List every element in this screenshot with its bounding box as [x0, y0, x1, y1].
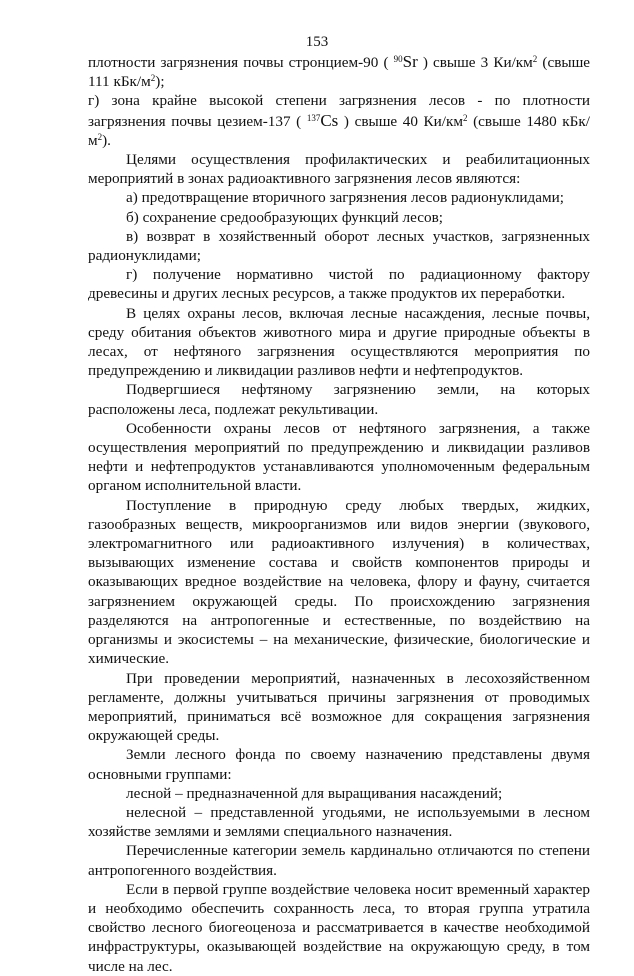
superscript: 137: [306, 112, 321, 123]
paragraph: Земли лесного фонда по своему назначению представлены двумя основными группами:: [88, 746, 590, 783]
paragraph: Если в первой группе воздействие человека носит временный характер и необходимо обеспечить сохранность леса, то вторая группа утратила свойство лесного биогеоценоза и рассматривается в качестве необходимой инфраструктуры, оказывающей воздействие на окружающую среду, в том числе на лес.: [88, 880, 590, 975]
paragraph: нелесной – представленной угодьями, не используемыми в лесном хозяйстве землями и землями специального назначения.: [88, 803, 590, 841]
isotope-symbol: Cs: [320, 110, 339, 130]
document-body: [88, 52, 590, 976]
superscript: 2: [463, 112, 468, 123]
paragraph: [88, 52, 590, 91]
paragraph: в) возврат в хозяйственный оборот лесных участков, загрязненных радионуклидами;: [88, 227, 590, 265]
paragraph: Целями осуществления профилактических и реабилитационных мероприятий в зонах радиоактивного загрязнения лесов являются:: [88, 151, 590, 188]
paragraph: При проведении мероприятий, назначенных в лесохозяйственном регламенте, должны учитываться причины загрязнения от проводимых мероприятий, приниматься всё возможное для сокращения загрязнения окружающей среды.: [88, 669, 590, 745]
superscript: 2: [532, 54, 538, 64]
superscript: 90: [393, 54, 403, 64]
text-run: ) свыше 40 Ки/км: [338, 112, 463, 130]
paragraph: Подвергшиеся нефтяному загрязнению земли, на которых расположены леса, подлежат рекультивации.: [88, 381, 590, 418]
superscript: 2: [97, 131, 103, 142]
text-run: (свыше 111 кБк/м: [88, 54, 591, 91]
text-run: ) свыше 3 Ки/км: [417, 54, 533, 71]
text-run: (свыше 1480 кБк/м: [88, 112, 590, 149]
paragraph: г) получение нормативно чистой по радиационному фактору древесины и других лесных ресурсов, а также продуктов их переработки.: [88, 266, 590, 303]
paragraph: [88, 91, 590, 150]
text-run: плотности загрязнения почвы стронцием-90 (: [88, 54, 394, 71]
paragraph: б) сохранение средообразующих функций лесов;: [126, 208, 443, 226]
paragraph: В целях охраны лесов, включая лесные насаждения, лесные почвы, среду обитания объектов животного мира и другие природные объекты в лесах, от нефтяного загрязнения осуществляются мероприятия по предупреждению и ликвидации разливов нефти и нефтепродуктов.: [88, 304, 590, 380]
text-run: );: [155, 73, 165, 91]
superscript: 2: [150, 73, 156, 84]
paragraph: а) предотвращение вторичного загрязнения лесов радионуклидами;: [126, 189, 564, 207]
paragraph: Перечисленные категории земель кардинально отличаются по степени антропогенного воздействия.: [88, 842, 590, 879]
text-run: г) зона крайне высокой степени загрязнения лесов - по плотности загрязнения почвы цезием-137 (: [88, 92, 590, 130]
paragraph: лесной – предназначенной для выращивания насаждений;: [126, 784, 503, 802]
paragraph: Поступление в природную среду любых твердых, жидких, газообразных веществ, микроорганизмов или видов энергии (звукового, электромагнитного или радиоактивного излучения) в количествах, вызывающих изменение состава и свойств компонентов природы и оказывающих вредное воздействие на человека, флору и фауну, считается загрязнением окружающей среды. По происхождению загрязнения разделяются на антропогенные и естественные, по воздействию на организмы и экосистемы – на механические, физические, биологические и химические.: [88, 496, 590, 668]
text-run: ).: [102, 131, 111, 149]
paragraph: Особенности охраны лесов от нефтяного загрязнения, а также осуществления мероприятий по предупреждению и ликвидации разливов нефти и нефтепродуктов устанавливаются уполномоченным федеральным органом исполнительной власти.: [88, 419, 590, 495]
isotope-symbol: Sr: [402, 52, 418, 71]
page-number: 153: [305, 34, 329, 50]
